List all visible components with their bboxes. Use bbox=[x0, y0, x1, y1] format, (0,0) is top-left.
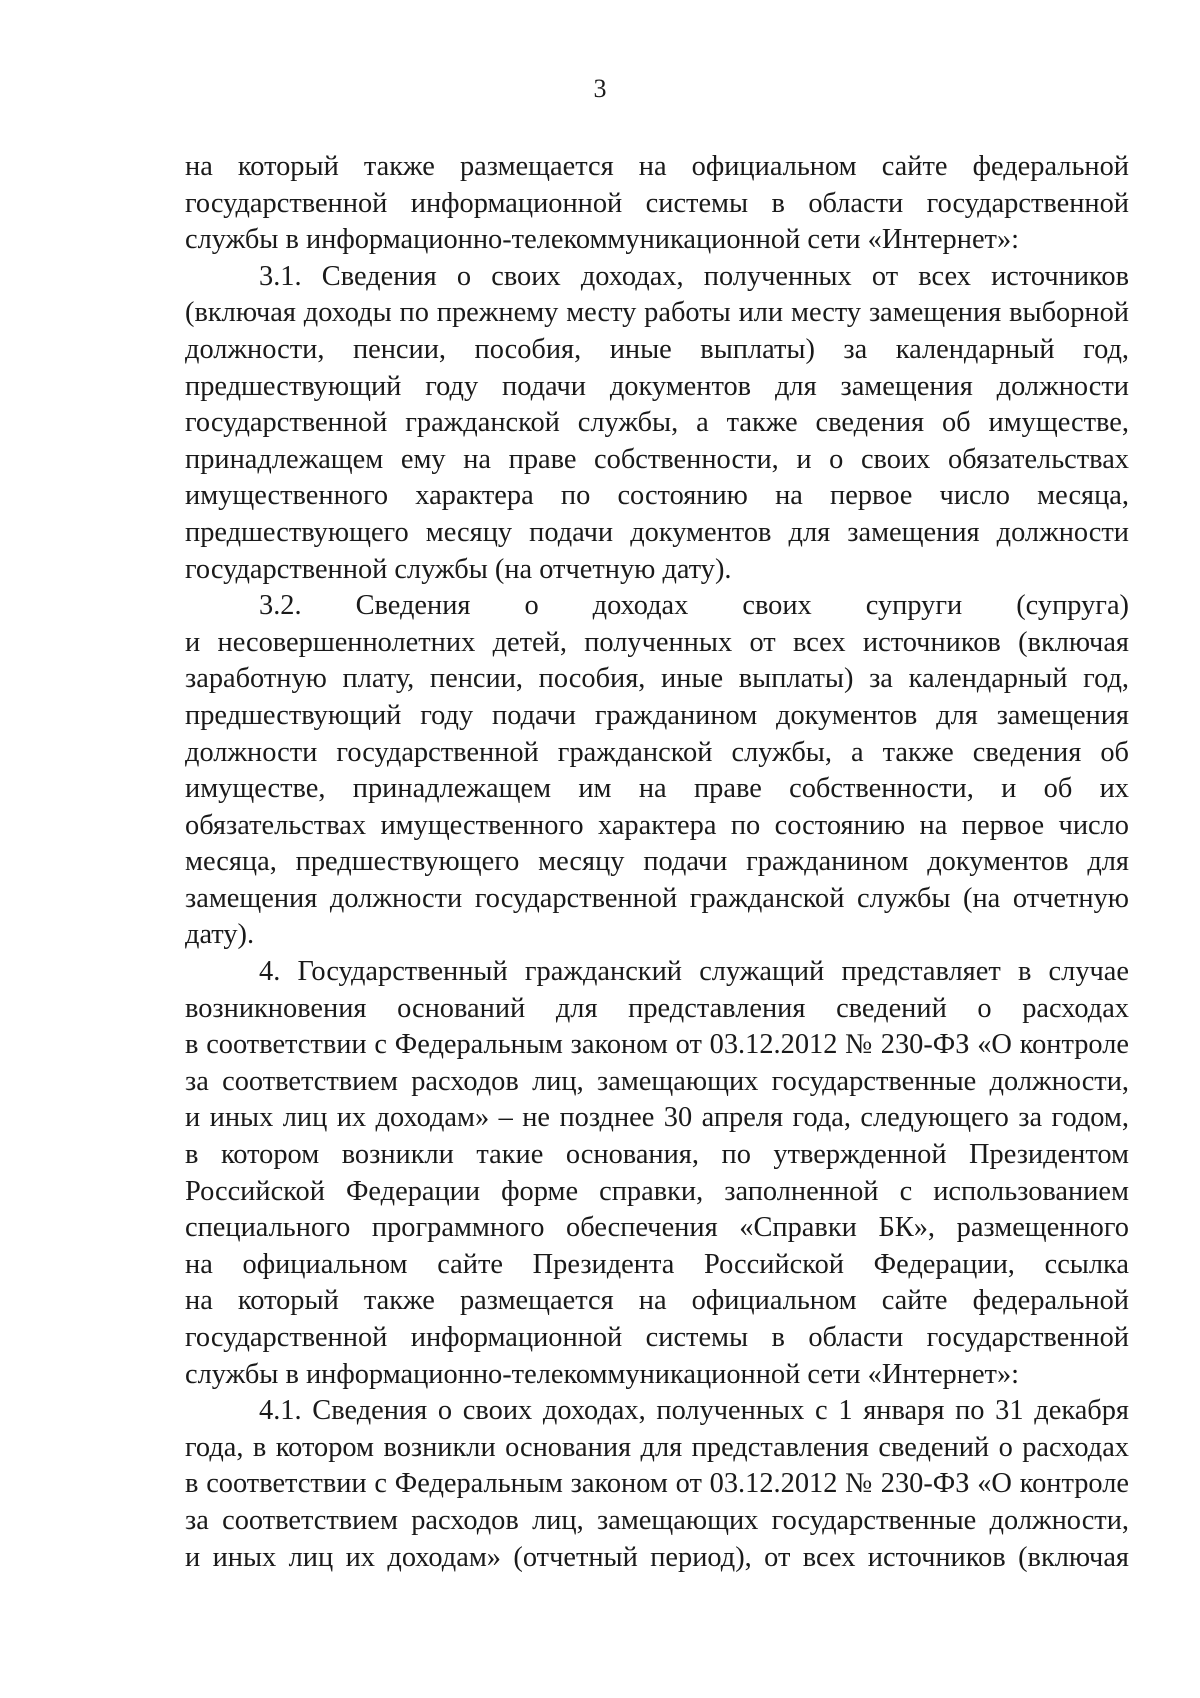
text-line: имуществе, принадлежащем им на праве собственности, и об их bbox=[185, 773, 1129, 805]
text-line: предшествующий году подачи документов для замещения должности bbox=[185, 370, 1129, 402]
text-line: года, в котором возникли основания для представления сведений о расходах bbox=[185, 1431, 1129, 1463]
document-body bbox=[185, 149, 1129, 1576]
text-line: (включая доходы по прежнему месту работы или месту замещения выборной bbox=[185, 297, 1129, 329]
text-line: дату). bbox=[185, 919, 255, 951]
text-line: предшествующего месяцу подачи документов для замещения должности bbox=[185, 516, 1129, 548]
text-line: возникновения оснований для представления сведений о расходах bbox=[185, 992, 1129, 1024]
text-line: и иных лиц их доходам» (отчетный период), от всех источников (включая bbox=[185, 1541, 1129, 1573]
paragraph-3-2-first-line: 3.2. Сведения о доходах своих супруги (супруга) bbox=[259, 590, 1129, 622]
text-line: замещения должности государственной гражданской службы (на отчетную bbox=[185, 882, 1129, 914]
text-line: государственной службы (на отчетную дату). bbox=[185, 553, 732, 585]
page-number: 3 bbox=[593, 74, 607, 103]
text-line: государственной гражданской службы, а также сведения об имуществе, bbox=[185, 407, 1129, 439]
paragraph-4-first-line: 4. Государственный гражданский служащий представляет в случае bbox=[259, 956, 1129, 988]
text-line: на официальном сайте Президента Российской Федерации, ссылка bbox=[185, 1248, 1129, 1280]
text-line: в котором возникли такие основания, по утвержденной Президентом bbox=[185, 1139, 1129, 1171]
text-line: Российской Федерации форме справки, заполненной с использованием bbox=[185, 1175, 1129, 1207]
text-line: за соответствием расходов лиц, замещающих государственные должности, bbox=[185, 1504, 1129, 1536]
text-line: и несовершеннолетних детей, полученных от всех источников (включая bbox=[185, 626, 1129, 658]
text-line: на который также размещается на официальном сайте федеральной bbox=[185, 1285, 1129, 1317]
text-line: обязательствах имущественного характера по состоянию на первое число bbox=[185, 809, 1129, 841]
text-line: должности государственной гражданской службы, а также сведения об bbox=[185, 736, 1129, 768]
text-line: государственной информационной системы в области государственной bbox=[185, 187, 1129, 219]
text-line: месяца, предшествующего месяцу подачи гражданином документов для bbox=[185, 846, 1129, 878]
text-line: в соответствии с Федеральным законом от 03.12.2012 № 230-ФЗ «О контроле bbox=[185, 1468, 1129, 1500]
text-line: должности, пенсии, пособия, иные выплаты) за календарный год, bbox=[185, 333, 1129, 365]
text-line: службы в информационно-телекоммуникационной сети «Интернет»: bbox=[185, 1358, 1020, 1390]
text-line: государственной информационной системы в области государственной bbox=[185, 1322, 1129, 1353]
paragraph-3-1-first-line: 3.1. Сведения о своих доходах, полученных от всех источников bbox=[259, 260, 1129, 292]
text-line: специального программного обеспечения «Справки БК», размещенного bbox=[185, 1212, 1129, 1244]
text-line: и иных лиц их доходам» – не позднее 30 апреля года, следующего за годом, bbox=[185, 1102, 1129, 1134]
text-line: имущественного характера по состоянию на первое число месяца, bbox=[185, 480, 1129, 512]
text-line: службы в информационно-телекоммуникационной сети «Интернет»: bbox=[185, 224, 1020, 256]
text-line: предшествующий году подачи гражданином документов для замещения bbox=[185, 699, 1129, 731]
paragraph-4-1-first-line: 4.1. Сведения о своих доходах, полученных с 1 января по 31 декабря bbox=[259, 1395, 1129, 1427]
text-line: на который также размещается на официальном сайте федеральной bbox=[185, 151, 1129, 182]
text-line: заработную плату, пенсии, пособия, иные выплаты) за календарный год, bbox=[185, 663, 1129, 695]
text-line: за соответствием расходов лиц, замещающих государственные должности, bbox=[185, 1065, 1129, 1097]
text-line: принадлежащем ему на праве собственности, и о своих обязательствах bbox=[185, 443, 1129, 475]
text-line: в соответствии с Федеральным законом от 03.12.2012 № 230-ФЗ «О контроле bbox=[185, 1029, 1129, 1061]
